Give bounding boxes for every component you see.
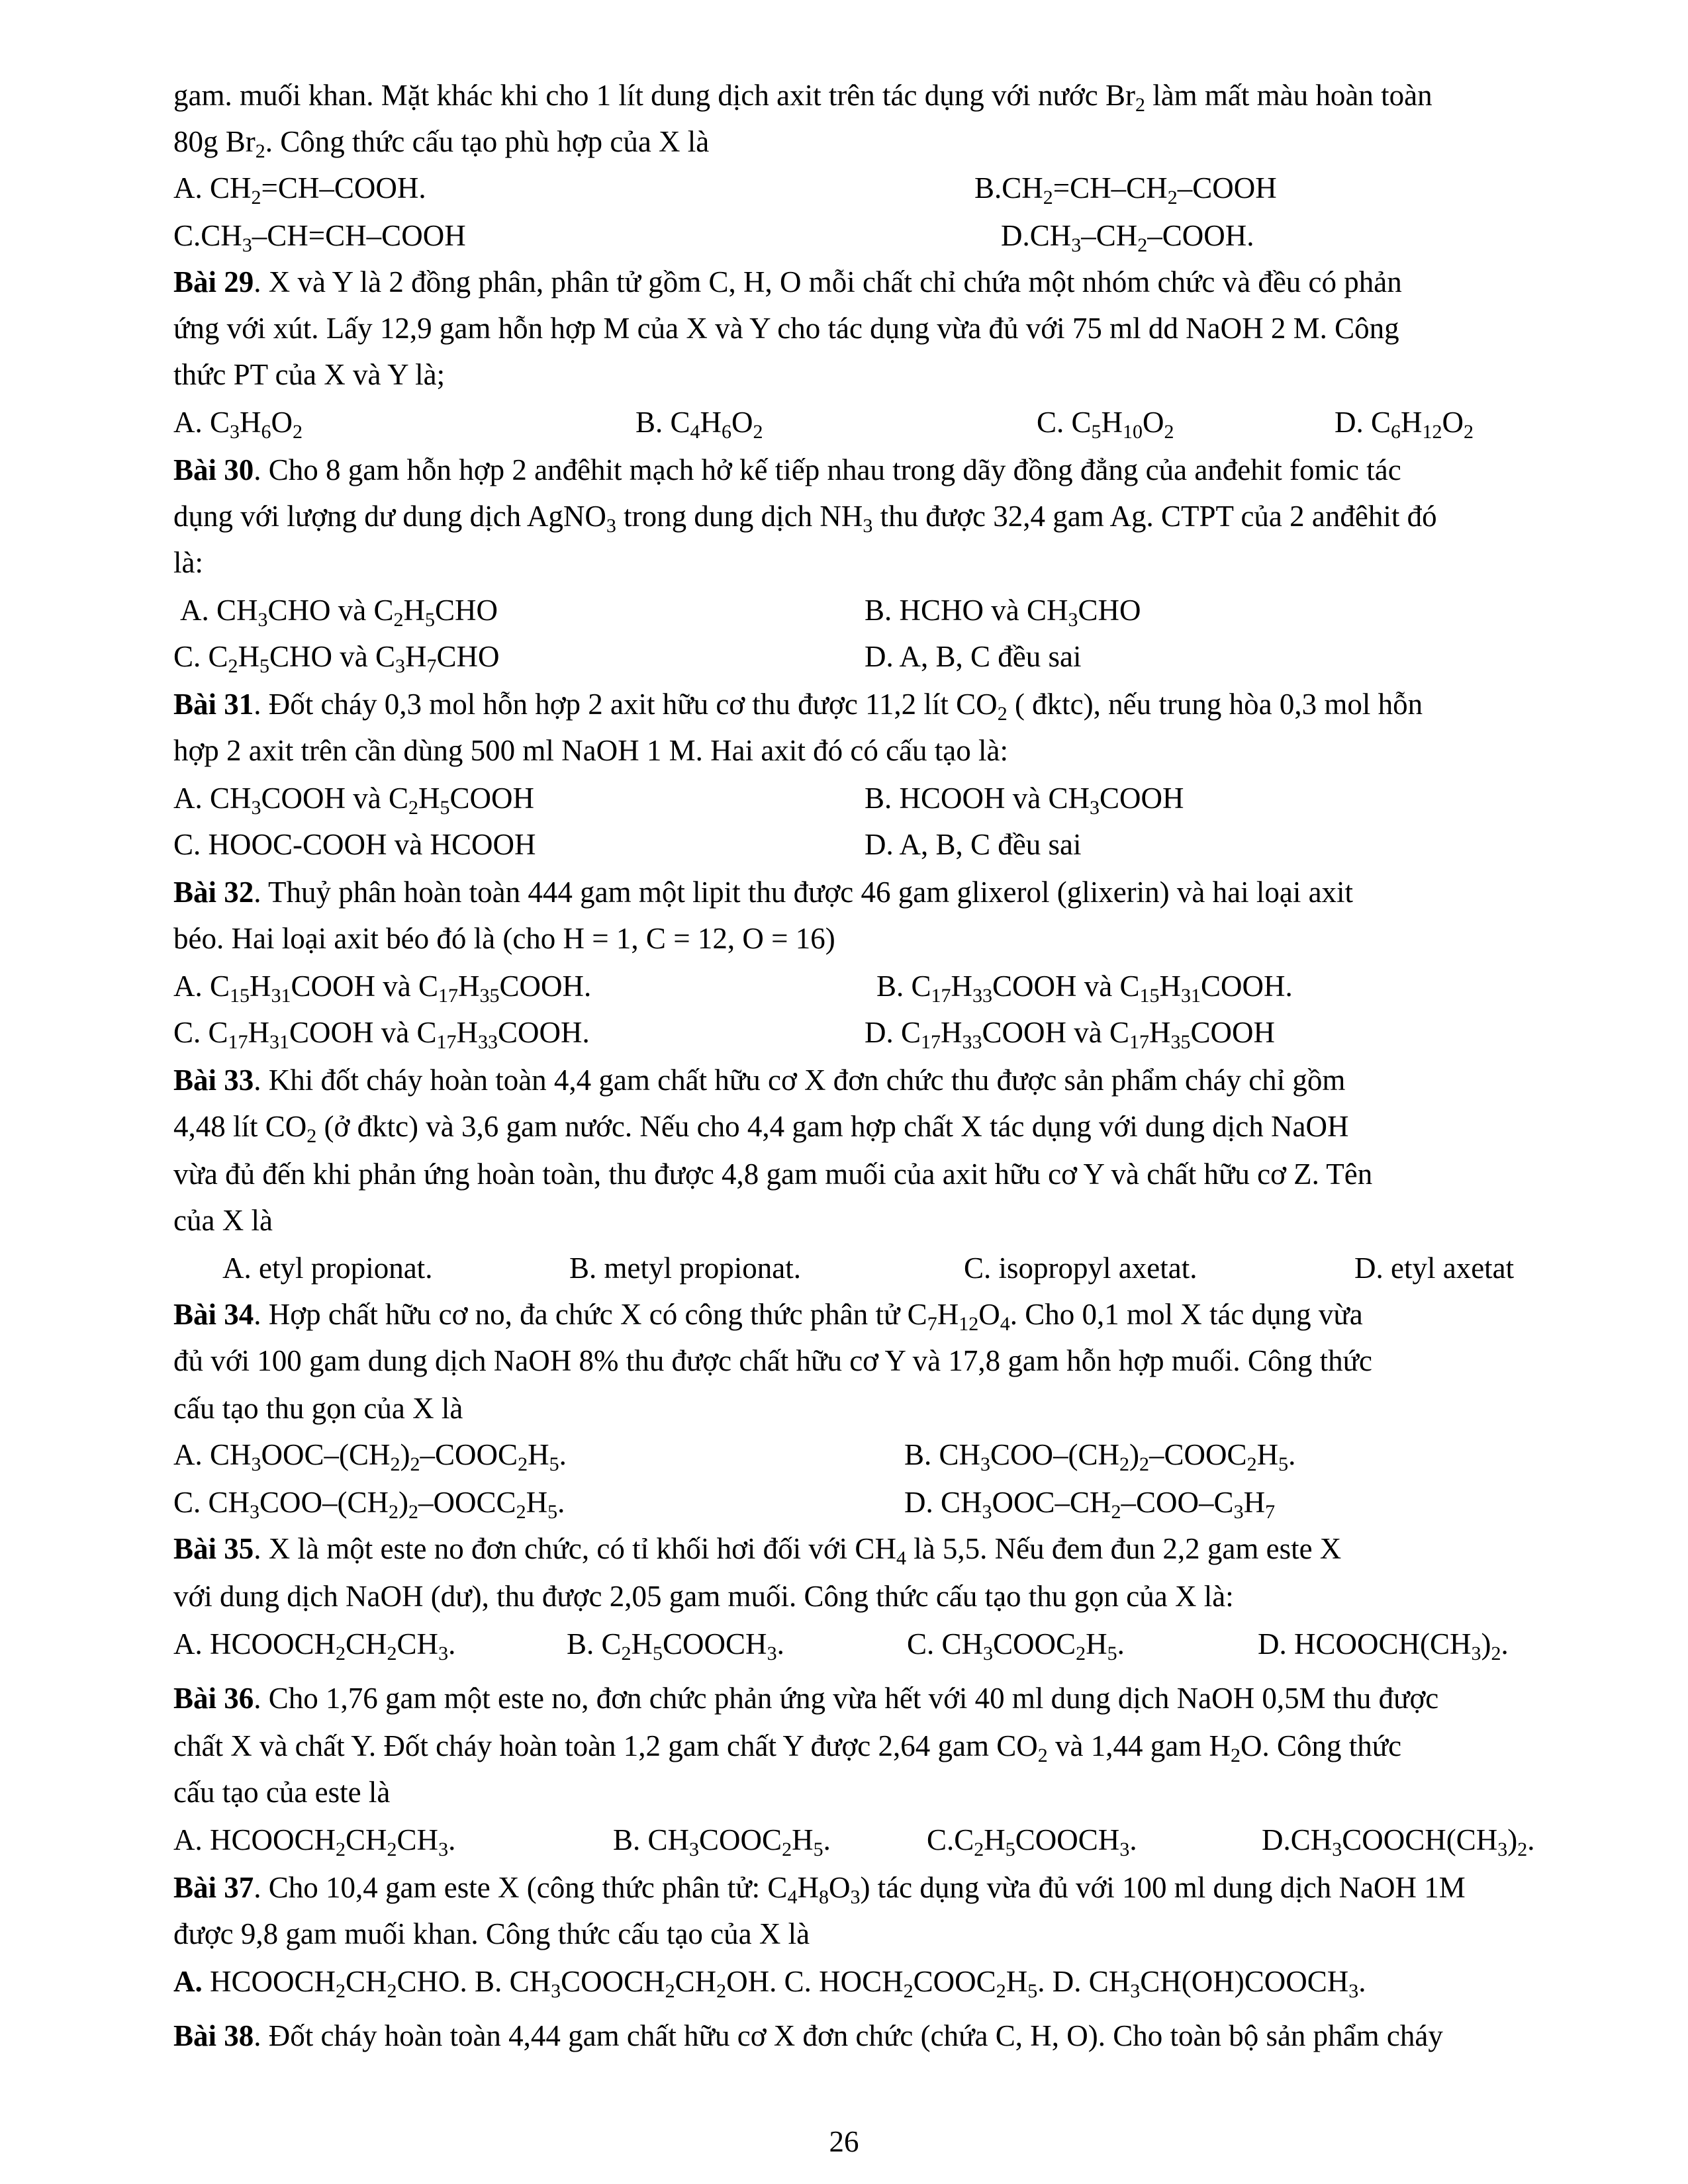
option-b: B. metyl propionat. — [569, 1251, 801, 1285]
question-34-text: Bài 34. Hợp chất hữu cơ no, đa chức X có công thức phân tử $C_7H_{12}O_4$. Cho 0,1 mol X tác dụng vừa — [173, 1298, 1363, 1335]
text-line: đủ với 100 gam dung dịch NaOH 8% thu được chất hữu cơ Y và 17,8 gam hỗn hợp muối. Công thức — [173, 1344, 1373, 1377]
option-b: B. $C_2H_5COOCH_3$. — [567, 1627, 784, 1664]
answer-options-line — [173, 781, 1583, 819]
answer-options-line — [173, 639, 1583, 677]
question-29-text: Bài 29. X và Y là 2 đồng phân, phân tử gồm C, H, O mỗi chất chỉ chứa một nhóm chức và đều có phản — [173, 265, 1402, 298]
option-a: A. $C_3H_6O_2$ — [173, 406, 303, 443]
option-b: B. $C_{17}H_{33}COOH$ và $C_{15}H_{31}COOH$. — [876, 970, 1293, 1007]
option-c: C. isopropyl axetat. — [964, 1251, 1197, 1285]
option-a: A. etyl propionat. — [222, 1251, 433, 1285]
option-a: A. $CH_2=CH$–COOH. — [173, 171, 426, 208]
text-line: béo. Hai loại axit béo đó là (cho H = 1, C = 12, O = 16) — [173, 922, 835, 955]
answer-options-line — [173, 1437, 1583, 1475]
option-d: $D.CH_3COOCH(CH_3)_2$. — [1262, 1823, 1535, 1860]
question-32-text: Bài 32. Thuỷ phân hoàn toàn 444 gam một lipit thu được 46 gam glixerol (glixerin) và hai loại axit — [173, 876, 1354, 909]
answer-options-line — [173, 1485, 1583, 1523]
answer-options-line — [180, 593, 1590, 631]
question-33-text: Bài 33. Khi đốt cháy hoàn toàn 4,4 gam chất hữu cơ X đơn chức thu được sản phẩm cháy chỉ gồm — [173, 1064, 1346, 1097]
text-line: cấu tạo thu gọn của X là — [173, 1392, 463, 1425]
option-c: $C.C_2H_5COOCH_3$. — [927, 1823, 1137, 1860]
answer-options-line — [173, 1015, 1583, 1053]
text-line: thức PT của X và Y là; — [173, 358, 445, 391]
text-line: cấu tạo của este là — [173, 1776, 391, 1809]
text-line: với dung dịch NaOH (dư), thu được 2,05 gam muối. Công thức cấu tạo thu gọn của X là: — [173, 1580, 1234, 1613]
option-a: A. $HCOOCH_2CH_2CH_3$. — [173, 1627, 456, 1664]
option-d: D. A, B, C đều sai — [865, 640, 1082, 673]
text-line: 4,48 lít $CO_2$ (ở đktc) và 3,6 gam nước. Nếu cho 4,4 gam hợp chất X tác dụng với dung dịch NaOH — [173, 1110, 1349, 1147]
option-a: A. $C_{15}H_{31}COOH$ và $C_{17}H_{35}COOH$. — [173, 970, 592, 1007]
text-line: ứng với xút. Lấy 12,9 gam hỗn hợp M của X và Y cho tác dụng vừa đủ với 75 ml dd NaOH 2 M. Công — [173, 312, 1399, 345]
option-d: D. A, B, C đều sai — [865, 828, 1082, 861]
question-38-text: Bài 38. Đốt cháy hoàn toàn 4,44 gam chất hữu cơ X đơn chức (chứa C, H, O). Cho toàn bộ sản phẩm cháy — [173, 2019, 1443, 2052]
page-number: 26 — [829, 2125, 859, 2158]
text-line: được 9,8 gam muối khan. Công thức cấu tạo của X là — [173, 1917, 810, 1950]
option-a: A. $CH_3COOH$ và $C_2H_5COOH$ — [173, 782, 535, 819]
option-a: A. $CH_3CHO$ và $C_2H_5CHO$ — [180, 594, 498, 631]
option-d: D. $CH_3OOC-CH_2-COO-C_3H_7$ — [904, 1486, 1276, 1523]
text-line: chất X và chất Y. Đốt cháy hoàn toàn 1,2 gam chất Y được 2,64 gam $CO_2$ và 1,44 gam $H_2O$. Công thức — [173, 1729, 1402, 1766]
text-line: vừa đủ đến khi phản ứng hoàn toàn, thu được 4,8 gam muối của axit hữu cơ Y và chất hữu cơ Z. Tên — [173, 1158, 1373, 1191]
option-a: A. $CH_3OOC-(CH_2)_2-COOC_2H_5$. — [173, 1438, 567, 1475]
question-31-text: Bài 31. Đốt cháy 0,3 mol hỗn hợp 2 axit hữu cơ thu được 11,2 lít $CO_2$ ( đktc), nếu trung hòa 0,3 mol hỗn — [173, 688, 1423, 725]
answer-options-line — [173, 827, 1583, 862]
answer-options-line — [173, 218, 1583, 256]
answer-options-line — [173, 171, 1583, 208]
answer-options-line — [173, 1823, 1583, 1860]
option-c: $C.CH_3-CH=CH$–COOH — [173, 219, 466, 256]
option-c: C. $C_{17}H_{31}COOH$ và $C_{17}H_{33}COOH$. — [173, 1016, 590, 1053]
text-line: 80g $Br_2$. Công thức cấu tạo phù hợp của X là — [173, 125, 710, 162]
option-c: C. HOOC-COOH và HCOOH — [173, 828, 536, 861]
option-a: A. $HCOOCH_2CH_2CH_3$. — [173, 1823, 456, 1860]
text-line: của X là — [173, 1204, 273, 1237]
text-line: dụng với lượng dư dung dịch AgNO$_3$ trong dung dịch $NH_3$ thu được 32,4 gam Ag. CTPT của 2 anđêhit đó — [173, 500, 1437, 537]
answer-options-line: A. $HCOOCH_2CH_2CHO$. B. $CH_3COOCH_2CH_2OH$. C. $HOCH_2COOC_2H_5$. D. $CH_3CH(OH)COOCH_3$. — [173, 1965, 1366, 2002]
option-b: B. $CH_3COOC_2H_5$. — [613, 1823, 831, 1860]
option-d: D. $C_{17}H_{33}COOH$ và $C_{17}H_{35}COOH$ — [865, 1016, 1276, 1053]
option-d: D. $C_6H_{12}O_2$ — [1335, 406, 1474, 443]
question-36-text: Bài 36. Cho 1,76 gam một este no, đơn chức phản ứng vừa hết với 40 ml dung dịch NaOH 0,5M thu được — [173, 1682, 1439, 1715]
option-c: C. $CH_3COO-(CH_2)_2-OOCC_2H_5$. — [173, 1486, 565, 1523]
answer-options-line — [173, 405, 1583, 443]
option-c: C. $C_5H_{10}O_2$ — [1037, 406, 1174, 443]
answer-options-line — [173, 1627, 1583, 1664]
option-b: B. $CH_3COO-(CH_2)_2-COOC_2H_5$. — [904, 1438, 1296, 1475]
option-b: B. $C_4H_6O_2$ — [635, 406, 763, 443]
option-b: B. HCOOH và $CH_3COOH$ — [865, 782, 1184, 819]
text-line: gam. muối khan. Mặt khác khi cho 1 lít dung dịch axit trên tác dụng với nước $Br_2$ làm mất màu hoàn toàn — [173, 79, 1432, 116]
option-c: C. $CH_3COOC_2H_5$. — [907, 1627, 1125, 1664]
option-b: $B.CH_2=CH-CH_2$–COOH — [974, 171, 1277, 208]
option-c: C. $C_2H_5CHO$ và $C_3H_7CHO$ — [173, 640, 500, 677]
text-line: hợp 2 axit trên cần dùng 500 ml NaOH 1 M. Hai axit đó có cấu tạo là: — [173, 734, 1008, 767]
option-d: $D.CH_3-CH_2$–COOH. — [1001, 219, 1254, 256]
question-37-text: Bài 37. Cho 10,4 gam este X (công thức phân tử: $C_4H_8O_3$) tác dụng vừa đủ với 100 ml dung dịch NaOH 1M — [173, 1871, 1466, 1908]
answer-options-line — [222, 1251, 1632, 1285]
question-35-text: Bài 35. X là một este no đơn chức, có tỉ khối hơi đối với $CH_4$ là 5,5. Nếu đem đun 2,2 gam este X — [173, 1532, 1342, 1569]
option-d: D. $HCOOCH(CH_3)_2$. — [1258, 1627, 1509, 1664]
option-b: B. HCHO và $CH_3CHO$ — [865, 594, 1141, 631]
question-30-text: Bài 30. Cho 8 gam hỗn hợp 2 anđêhit mạch hở kế tiếp nhau trong dãy đồng đẳng của anđehit fomic tác — [173, 453, 1401, 486]
answer-options-line — [173, 969, 1583, 1007]
text-line: là: — [173, 546, 203, 579]
option-d: D. etyl axetat — [1354, 1251, 1515, 1285]
